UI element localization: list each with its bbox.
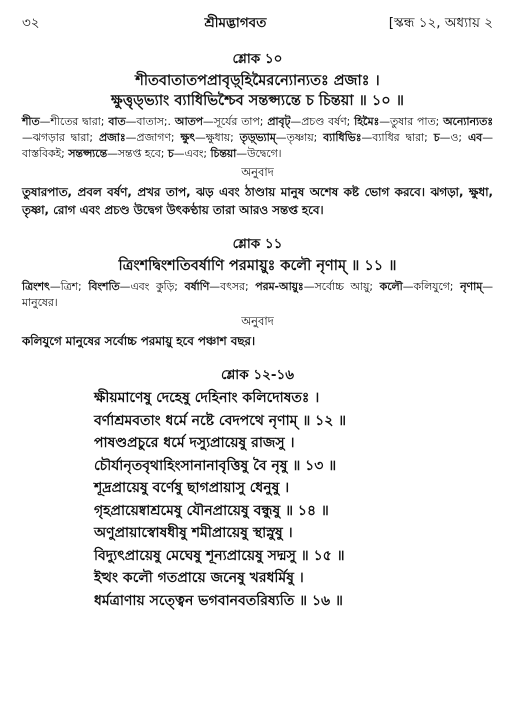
synonym-word: শীত	[22, 115, 40, 128]
synonym-meaning: —বৎসর;	[209, 280, 256, 293]
verse-10-heading: শ্লোক ১০	[232, 51, 283, 67]
synonym-word: অন্যোন্যতঃ	[443, 115, 493, 128]
verse-11-heading: শ্লোক ১১	[232, 236, 283, 252]
synonym-word: ত্রিংশৎ	[22, 280, 50, 293]
synonym-word: সন্তপ্স্যন্তে	[68, 147, 108, 160]
synonym-meaning: —সূর্যের তাপ;	[202, 115, 268, 128]
synonym-meaning: —এবং কুড়ি;	[119, 280, 185, 293]
synonym-word: বিংশতি	[88, 280, 120, 293]
verse-12-16-line: চৌর্যানৃতবৃথাহিংসানানাবৃত্তিষু বৈ নৃষু ॥ ১৩ ॥	[94, 457, 337, 474]
synonym-meaning: —তৃষ্ণায়;	[275, 131, 324, 144]
book-title: শ্রীমদ্ভাগবত	[204, 15, 267, 31]
synonym-word: বাত	[108, 115, 126, 128]
synonym-meaning: —ত্রিশ;	[49, 280, 89, 293]
verse-12-16-line: বিদ্যুৎপ্রায়েষু মেঘেষু শূন্যপ্রায়েষু সদ্মসু ॥ ১৫ ॥	[94, 547, 345, 564]
synonym-word: পরম-আয়ুঃ	[255, 280, 304, 293]
verse-12-16-line: শূদ্রপ্রায়েষু বর্ণেষু ছাগপ্রায়াসু ধেনুষু ।	[94, 480, 290, 496]
verse-10-line-1: শীতবাতাতপপ্রাবৃড়্‌হিমৈরন্যোন্যতঃ প্রজাঃ ।	[135, 73, 380, 89]
verse-12-16-heading: শ্লোক ১২-১৬	[220, 367, 295, 383]
verse-12-16-line: ইত্থং কলৌ গতপ্রায়ে জনেষু খরধর্মিষু ।	[94, 570, 304, 586]
running-header	[22, 12, 493, 34]
synonym-word: এব	[467, 131, 483, 144]
synonym-meaning: —সন্তপ্ত হবে;	[107, 147, 168, 160]
synonym-word: চ	[433, 131, 440, 144]
synonym-meaning: —মানুষের।	[22, 280, 493, 309]
synonym-word: আতপ	[174, 115, 203, 128]
page-number: ৩২	[22, 15, 40, 31]
section-reference: [স্কন্ধ ১২, অধ্যায় ২	[388, 15, 493, 31]
synonym-word: হিমৈঃ	[354, 115, 380, 128]
verse-12-16-line: বর্ণাশ্রমবতাং ধর্মে নষ্টে বেদপথে নৃণাম্ ॥ ১২ ॥	[94, 412, 347, 429]
synonym-meaning: —সর্বোচ্চ আয়ু;	[303, 280, 380, 293]
verse-11-translation: কলিযুগে মানুষের সর্বোচ্চ পরমায়ু হবে পঞ্চাশ বছর।	[22, 334, 256, 348]
synonym-meaning: —প্রজাগণ;	[125, 131, 181, 144]
synonym-word: কলৌ	[379, 280, 403, 293]
verse-12-16-line: পাষণ্ডপ্রচুরে ধর্মে দস্যুপ্রায়েষু রাজসু ।	[94, 435, 295, 451]
synonym-word: তৃড়্‌ভ্যাম্	[239, 131, 276, 144]
verse-10-line-2: ক্ষুত্তৃড্‌ভ্যাং ব্যাধিভিশ্চৈব সন্তপ্স্যন্তে চ চিন্তয়া ॥ ১০ ॥	[111, 93, 404, 109]
synonym-meaning: —কলিযুগে;	[402, 280, 461, 293]
synonym-meaning: —বাস্তবিকই;	[22, 131, 493, 160]
synonym-meaning: —প্রচণ্ড বর্ষণ;	[290, 115, 355, 128]
synonym-meaning: —তুষার পাত;	[379, 115, 444, 128]
verse-11-line: ত্রিংশদ্বিংশতিবর্ষাণি পরমায়ুঃ কলৌ নৃণাম্ ॥ ১১ ॥	[118, 258, 397, 274]
synonym-meaning: —বাতাস;.	[125, 115, 175, 128]
synonym-meaning: —এবং;	[173, 147, 211, 160]
verse-12-16-line: ক্ষীয়মাণেষু দেহেষু দেহিনাং কলিদোষতঃ ।	[94, 390, 320, 406]
verse-12-16-line: ধর্মত্রাণায় সত্ত্বেন ভগবানবতরিষ্যতি ॥ ১৬ ॥	[94, 592, 343, 609]
verse-11-synonyms	[22, 279, 493, 311]
synonym-meaning: —ব্যাধির দ্বারা;	[361, 131, 434, 144]
verse-10-translation-label: অনুবাদ	[241, 165, 274, 179]
synonym-word: নৃণাম্	[460, 280, 483, 293]
synonym-word: ক্ষুৎ	[180, 131, 195, 144]
synonym-meaning: —শীতের দ্বারা;	[39, 115, 109, 128]
synonym-word: চিন্তয়া	[210, 147, 237, 160]
synonym-meaning: —ও;	[439, 131, 468, 144]
synonym-word: বর্ষাণি	[184, 280, 210, 293]
synonym-meaning: —ক্ষুধায়;	[194, 131, 240, 144]
verse-12-16-line: গৃহপ্রায়েষ্বাশ্রমেষু যৌনপ্রায়েষু বন্ধুষু ॥ ১৪ ॥	[94, 502, 329, 519]
synonym-word: প্রজাঃ	[99, 131, 126, 144]
verse-10-synonyms	[22, 114, 493, 162]
verse-10-translation: তুষারপাত, প্রবল বর্ষণ, প্রখর তাপ, ঝড় এবং ঠাণ্ডায় মানুষ অশেষ কষ্ট ভোগ করবে। ঝগড়া, ক্ষুধা, তৃষ্ণা, রোগ এবং প্রচণ্ড উদ্বেগ উৎকণ্ঠায় তারা আরও সন্তপ্ত হবে।	[22, 185, 493, 217]
synonym-meaning: —ঝগড়ার দ্বারা;	[22, 131, 99, 144]
synonym-word: চ	[167, 147, 174, 160]
verse-12-16-line: অণুপ্রায়াস্বোষধীষু শমীপ্রায়েষু স্থাস্নুষু ।	[94, 525, 293, 541]
verse-11-translation-label: অনুবাদ	[241, 314, 274, 328]
synonym-word: ব্যাধিভিঃ	[323, 131, 362, 144]
synonym-meaning: —উদ্বেগে।	[236, 147, 282, 160]
synonym-word: প্রাবৃট্	[267, 115, 291, 128]
